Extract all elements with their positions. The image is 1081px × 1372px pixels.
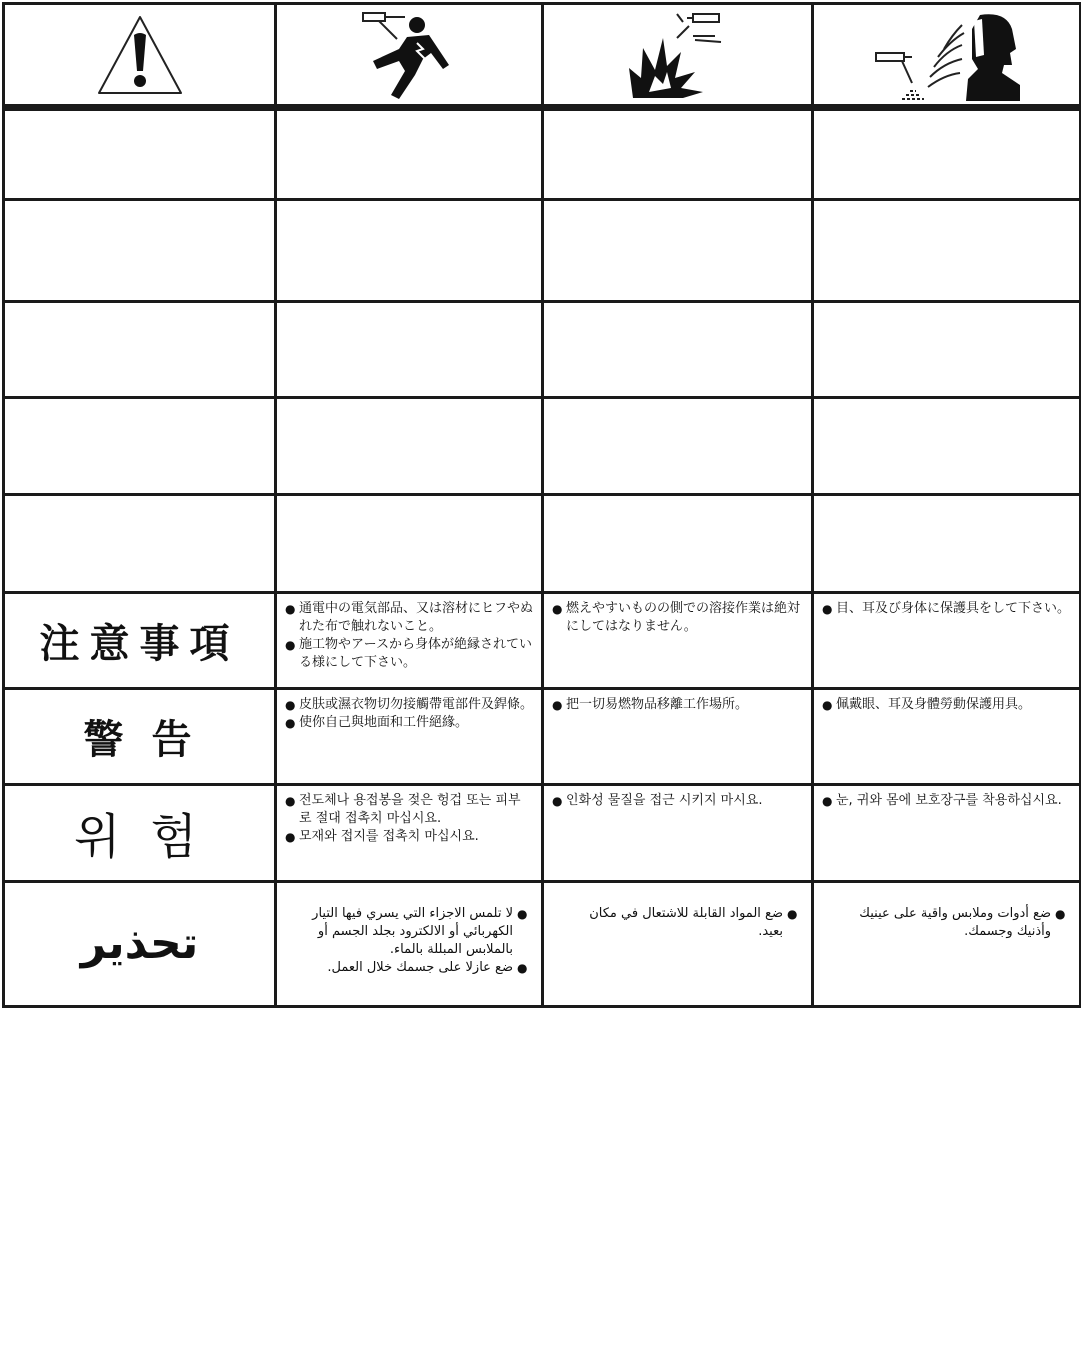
bullet-icon: ● <box>787 906 798 921</box>
chinese-arc-cell <box>813 688 1081 784</box>
warning-item <box>822 792 1071 810</box>
bullet-icon: ● <box>552 697 563 712</box>
warning-item <box>285 714 533 732</box>
arc-rays-face-shield-icon <box>813 4 1081 108</box>
chinese-fire-cell <box>543 688 813 784</box>
icon-header-row <box>4 4 1081 108</box>
explosion-fire-icon <box>543 4 813 108</box>
japanese-electric-cell <box>276 592 543 688</box>
bullet-icon: ● <box>822 697 833 712</box>
arabic-arc-cell <box>813 881 1081 1006</box>
blank-row <box>4 200 1081 302</box>
safety-warning-table <box>2 2 1081 1008</box>
warning-item <box>285 828 533 846</box>
bullet-icon: ● <box>552 793 563 808</box>
blank-row <box>4 108 1081 200</box>
warning-text: 佩戴眼、耳及身體勞動保護用具。 <box>836 696 1032 712</box>
electric-shock-icon <box>276 4 543 108</box>
warning-triangle-icon <box>4 4 276 108</box>
bullet-icon: ● <box>285 637 296 652</box>
warning-item <box>822 600 1071 618</box>
bullet-icon: ● <box>285 697 296 712</box>
korean-electric-cell <box>276 784 543 881</box>
warning-text: 施工物やアースから身体が絶縁されている様にして下さい。 <box>299 636 532 670</box>
warning-text: ضع عازلا على جسمك خلال العمل. <box>327 959 513 975</box>
bullet-icon: ● <box>285 601 296 616</box>
warning-item <box>552 600 803 636</box>
blank-row <box>4 495 1081 592</box>
warning-text: ضع أدوات وملابس واقية على عينيك وأذنيك وجسمك. <box>859 905 1051 939</box>
warning-text: 皮肤或濕衣物切勿接觸帶電部件及銲條。 <box>299 696 534 712</box>
warning-text: 눈, 귀와 몸에 보호장구를 착용하십시요. <box>836 792 1062 808</box>
bullet-icon: ● <box>517 960 528 975</box>
bullet-icon: ● <box>285 793 296 808</box>
warning-text: ضع المواد القابلة للاشتعال في مكان بعيد. <box>589 905 783 939</box>
warning-text: 目、耳及び身体に保護具をして下さい。 <box>836 600 1071 616</box>
japanese-label: 注意事項 <box>4 592 276 688</box>
warning-item <box>285 792 533 828</box>
bullet-icon: ● <box>822 601 833 616</box>
warning-item <box>574 905 801 941</box>
korean-row <box>4 784 1081 881</box>
warning-item <box>844 905 1069 941</box>
warning-text: 인화성 물질을 접근 시키지 마시요. <box>566 792 763 808</box>
arabic-label: تحذير <box>4 881 276 1006</box>
warning-text: 전도체나 용접봉을 젖은 헝겁 또는 피부로 절대 접촉치 마십시요. <box>299 792 521 826</box>
chinese-label: 警告 <box>4 688 276 784</box>
warning-text: لا تلمس الاجزاء التي يسري فيها التيار الكهربائي أو الالكترود بجلد الجسم أو بالملابس المبللة بالماء. <box>312 905 513 957</box>
warning-item <box>307 905 531 959</box>
warning-item <box>822 696 1071 714</box>
bullet-icon: ● <box>285 715 296 730</box>
bullet-icon: ● <box>822 793 833 808</box>
arabic-fire-cell <box>543 881 813 1006</box>
bullet-icon: ● <box>1055 906 1066 921</box>
japanese-fire-cell <box>543 592 813 688</box>
warning-item <box>285 600 533 636</box>
korean-label: 위험 <box>4 784 276 881</box>
warning-item <box>307 959 531 977</box>
warning-item <box>285 696 533 714</box>
japanese-arc-cell <box>813 592 1081 688</box>
arabic-row <box>4 881 1081 1006</box>
warning-text: 把一切易燃物品移離工作場所。 <box>566 696 749 712</box>
japanese-row <box>4 592 1081 688</box>
warning-text: 모재와 접지를 접촉치 마십시요. <box>299 828 479 844</box>
bullet-icon: ● <box>552 601 563 616</box>
warning-item <box>552 696 803 714</box>
bullet-icon: ● <box>517 906 528 921</box>
chinese-row <box>4 688 1081 784</box>
arabic-electric-cell <box>276 881 543 1006</box>
bullet-icon: ● <box>285 829 296 844</box>
warning-text: 通電中の電気部品、又は溶材にヒフやぬれた布で触れないこと。 <box>299 600 534 634</box>
blank-row <box>4 302 1081 398</box>
warning-item <box>552 792 803 810</box>
korean-fire-cell <box>543 784 813 881</box>
warning-item <box>285 636 533 672</box>
korean-arc-cell <box>813 784 1081 881</box>
blank-row <box>4 398 1081 495</box>
warning-text: 燃えやすいものの側での溶接作業は絶対にしてはなりません。 <box>566 600 801 634</box>
warning-text: 使你自己與地面和工件絕緣。 <box>299 714 469 730</box>
chinese-electric-cell <box>276 688 543 784</box>
